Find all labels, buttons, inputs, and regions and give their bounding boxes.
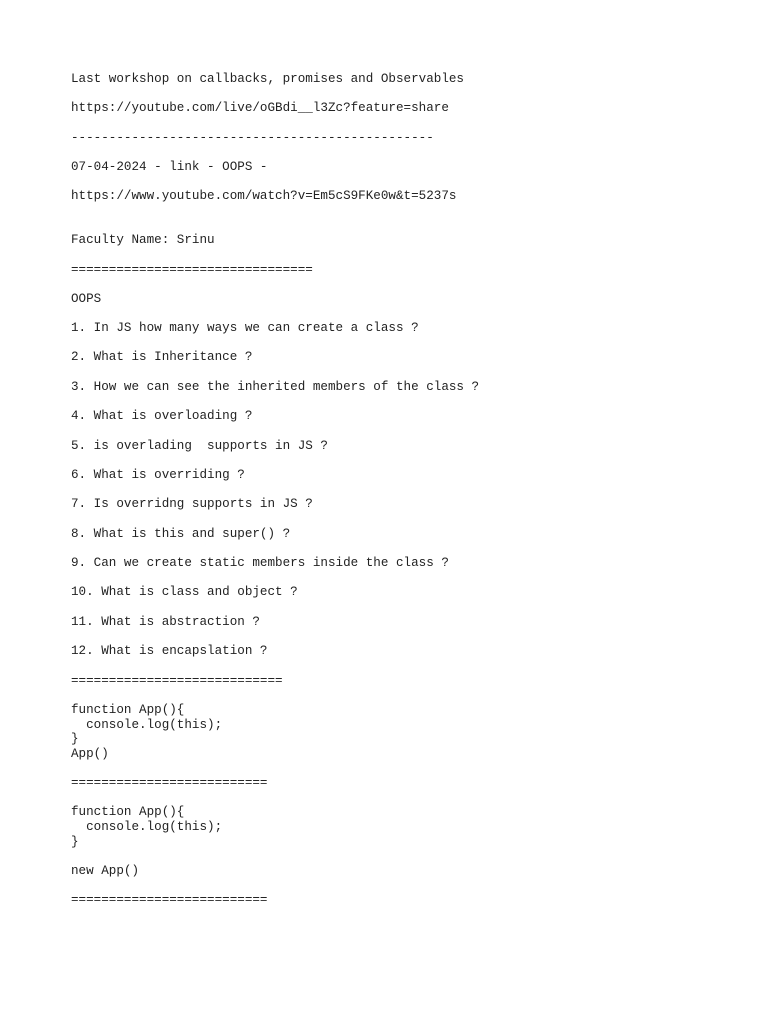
- question-line: 8. What is this and super() ?: [71, 527, 291, 541]
- workshop-link-line: https://youtube.com/live/oGBdi__l3Zc?feature=share: [71, 101, 449, 115]
- code-line: }: [71, 732, 79, 746]
- question-line: 10. What is class and object ?: [71, 585, 298, 599]
- code-line: console.log(this);: [71, 718, 223, 732]
- workshop-title-line: Last workshop on callbacks, promises and Observables: [71, 72, 464, 86]
- code-line: App(): [71, 747, 109, 761]
- dash-separator-line: ------------------------------------------------: [71, 131, 434, 145]
- equals-separator-line: ==========================: [71, 893, 268, 907]
- question-line: 6. What is overriding ?: [71, 468, 245, 482]
- question-line: 9. Can we create static members inside the class ?: [71, 556, 449, 570]
- faculty-name-line: Faculty Name: Srinu: [71, 233, 215, 247]
- question-line: 11. What is abstraction ?: [71, 615, 260, 629]
- equals-separator-line: ================================: [71, 263, 313, 277]
- question-line: 4. What is overloading ?: [71, 409, 253, 423]
- code-line: function App(){: [71, 703, 185, 717]
- question-line: 1. In JS how many ways we can create a class ?: [71, 321, 419, 335]
- question-line: 12. What is encapslation ?: [71, 644, 268, 658]
- question-line: 5. is overlading supports in JS ?: [71, 439, 328, 453]
- question-line: 7. Is overridng supports in JS ?: [71, 497, 313, 511]
- question-line: 2. What is Inheritance ?: [71, 350, 253, 364]
- equals-separator-line: ==========================: [71, 776, 268, 790]
- section-heading-line: OOPS: [71, 292, 102, 306]
- code-line: function App(){: [71, 805, 185, 819]
- code-line: console.log(this);: [71, 820, 223, 834]
- code-line: new App(): [71, 864, 140, 878]
- equals-separator-line: ============================: [71, 674, 283, 688]
- question-line: 3. How we can see the inherited members of the class ?: [71, 380, 480, 394]
- oops-video-link-line: https://www.youtube.com/watch?v=Em5cS9FKe0w&t=5237s: [71, 189, 457, 203]
- code-line: }: [71, 835, 79, 849]
- date-link-line: 07-04-2024 - link - OOPS -: [71, 160, 268, 174]
